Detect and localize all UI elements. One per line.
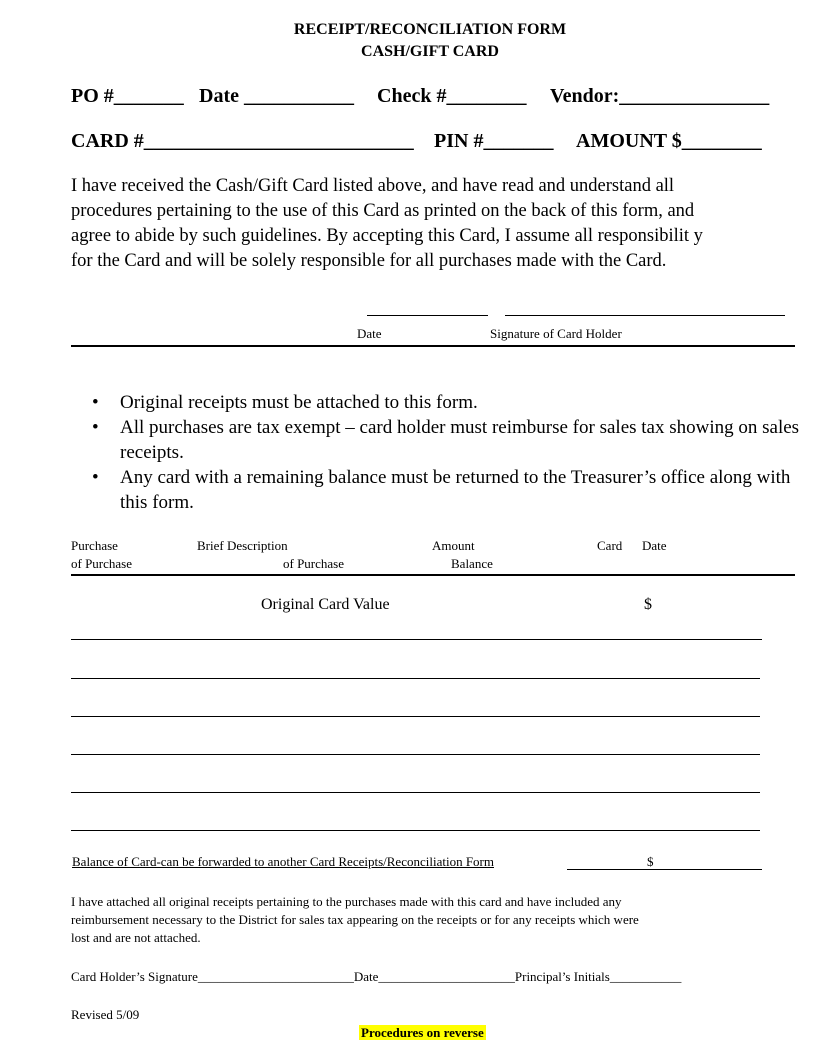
balance-currency: $	[647, 854, 654, 869]
signature-label: Signature of Card Holder	[490, 326, 622, 341]
header-purchase-2: of Purchase	[71, 556, 133, 571]
header-card: Card	[597, 538, 623, 553]
check-field[interactable]: Check #________	[377, 85, 527, 107]
section-divider	[71, 345, 795, 347]
form-title: RECEIPT/RECONCILIATION FORM	[293, 21, 567, 38]
pin-field[interactable]: PIN #_______	[434, 130, 554, 152]
balance-entry-line[interactable]	[567, 869, 762, 870]
attestation-line-2: reimbursement necessary to the District for sales tax appearing on the receipts or for any receipts which were	[71, 912, 639, 927]
header-amount: Amount	[432, 538, 475, 553]
list-item: • Original receipts must be attached to this form.	[92, 392, 478, 413]
attestation-line-1: I have attached all original receipts pertaining to the purchases made with this card and have included any	[71, 894, 622, 909]
header-purchase: Purchase	[71, 538, 118, 553]
card-holder-signature-line[interactable]	[505, 315, 785, 316]
original-card-value-currency: $	[644, 596, 652, 613]
card-holder-signature-row[interactable]: Card Holder’s Signature________________________Date_____________________Principal’s Initials___________	[71, 969, 682, 984]
header-description-2: of Purchase	[283, 556, 345, 571]
table-row[interactable]	[71, 792, 760, 793]
attestation-line-3: lost and are not attached.	[71, 930, 201, 945]
date-signature-line[interactable]	[367, 315, 488, 316]
table-row[interactable]	[71, 639, 762, 640]
vendor-field[interactable]: Vendor:_______________	[550, 85, 770, 107]
header-description: Brief Description	[197, 538, 288, 553]
po-field[interactable]: PO #_______	[71, 85, 184, 107]
procedures-note	[359, 1024, 486, 1042]
amount-field[interactable]: AMOUNT $________	[576, 130, 762, 152]
table-row[interactable]	[71, 716, 760, 717]
revised-note: Revised 5/09	[71, 1007, 140, 1022]
bullet-icon: •	[92, 417, 99, 438]
table-row[interactable]	[71, 830, 760, 831]
date-label: Date	[357, 326, 382, 341]
header-balance: Balance	[451, 556, 493, 571]
table-row[interactable]	[71, 678, 760, 679]
header-date: Date	[642, 538, 667, 553]
agreement-line-3: agree to abide by such guidelines. By accepting this Card, I assume all responsibilit y	[71, 226, 703, 246]
agreement-line-2: procedures pertaining to the use of this Card as printed on the back of this form, and	[71, 201, 695, 221]
date-field[interactable]: Date ___________	[199, 85, 354, 107]
balance-label: Balance of Card-can be forwarded to another Card Receipts/Reconciliation Form	[72, 854, 494, 869]
procedure-list	[92, 390, 802, 515]
agreement-line-4: for the Card and will be solely responsible for all purchases made with the Card.	[71, 251, 667, 271]
original-card-value-label: Original Card Value	[261, 596, 390, 613]
bullet-icon: •	[92, 392, 99, 413]
bullet-icon: •	[92, 467, 99, 488]
table-header-rule	[71, 574, 795, 576]
agreement-line-1: I have received the Cash/Gift Card listed above, and have read and understand all	[71, 176, 675, 196]
card-number-field[interactable]: CARD #___________________________	[71, 130, 414, 152]
list-item: • All purchases are tax exempt – card holder must reimburse for sales tax showing on sales receipts.	[92, 417, 800, 463]
table-row[interactable]	[71, 754, 760, 755]
highlighted-note: Procedures on reverse	[361, 1025, 484, 1040]
form-subtitle: CASH/GIFT CARD	[361, 43, 499, 60]
list-item: • Any card with a remaining balance must be returned to the Treasurer’s office along with this form.	[92, 467, 791, 513]
